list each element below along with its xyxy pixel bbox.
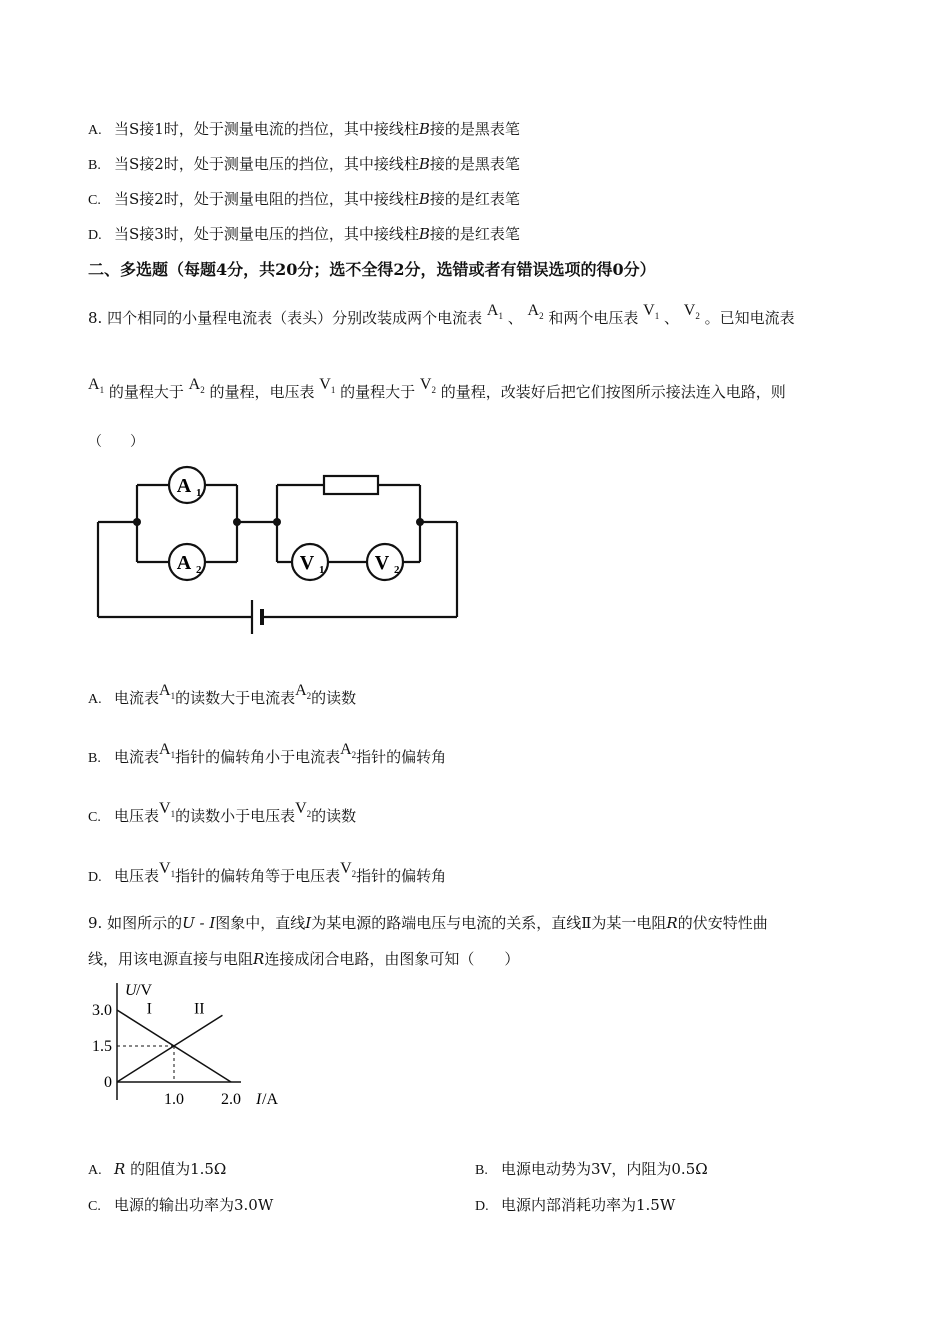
symbol-V1: $V_1$ xyxy=(319,376,336,396)
symbol-V2: $V_2$ xyxy=(419,376,436,396)
junction-dot xyxy=(133,518,141,526)
svg-text:A: A xyxy=(176,552,192,574)
q8-option: D. 电压表$V_1$指针的偏转角等于电压表$V_2$指针的偏转角 xyxy=(88,860,447,885)
symbol-A1: $A_1$ xyxy=(88,376,105,396)
symbol-A2: $A_2$ xyxy=(527,302,544,322)
y-tick-label: 0 xyxy=(104,1074,112,1091)
junction-dot xyxy=(273,518,281,526)
q7-option: C. 当S接2时，处于测量电阻的挡位，其中接线柱B接的是红表笔 xyxy=(88,190,520,208)
ui-graph xyxy=(80,975,300,1110)
ammeter-A2 xyxy=(169,544,205,580)
y-tick-label: 1.5 xyxy=(92,1038,112,1055)
x-tick-label: 1.0 xyxy=(164,1091,184,1108)
series-line-II xyxy=(117,1015,222,1082)
symbol-V2: $V_2$ xyxy=(683,302,700,322)
q8-option: B. 电流表$A_1$指针的偏转角小于电流表$A_2$指针的偏转角 xyxy=(88,741,447,766)
y-axis-var: U xyxy=(125,982,137,999)
x-axis-var: I xyxy=(256,1091,262,1108)
q9-option: A. R 的阻值为1.5Ω xyxy=(88,1160,227,1178)
q9-option: B. 电源电动势为3V，内阻为0.5Ω xyxy=(475,1160,708,1178)
y-axis-unit: /V xyxy=(136,982,152,999)
ammeter-A1 xyxy=(169,467,205,503)
circuit-diagram xyxy=(90,462,470,642)
section-heading: 二、多选题（每题4分，共20分；选不全得2分，选错或者有错误选项的得0分） xyxy=(88,260,656,279)
q8-option: A. 电流表$A_1$的读数大于电流表$A_2$的读数 xyxy=(88,682,357,707)
svg-text:2: 2 xyxy=(196,564,202,576)
svg-text:2: 2 xyxy=(394,564,400,576)
svg-text:V: V xyxy=(299,552,315,574)
q8-stem-line1: 8. 四个相同的小量程电流表（表头）分别改装成两个电流表 $A_1$ 、 $A_2$ 和两个电压表 $V_1$ 、 $V_2$ 。已知电流表 xyxy=(88,302,795,327)
svg-text:A: A xyxy=(176,475,192,497)
x-tick-label: 2.0 xyxy=(221,1091,241,1108)
q7-option: B. 当S接2时，处于测量电压的挡位，其中接线柱B接的是黑表笔 xyxy=(88,155,520,173)
q9-option: D. 电源内部消耗功率为1.5W xyxy=(475,1196,676,1214)
voltmeter-V1 xyxy=(292,544,328,580)
junction-dot xyxy=(233,518,241,526)
q8-answer-bracket: （ ） xyxy=(88,434,144,450)
series-label-I: I xyxy=(146,1000,152,1018)
q9-stem-line2: 线，用该电源直接与电阻R连接成闭合电路，由图象可知（ ） xyxy=(88,950,520,968)
q7-option: D. 当S接3时，处于测量电压的挡位，其中接线柱B接的是红表笔 xyxy=(88,225,520,243)
svg-text:1: 1 xyxy=(196,487,202,499)
svg-text:1: 1 xyxy=(319,564,325,576)
junction-dot xyxy=(416,518,424,526)
series-label-II: II xyxy=(193,1000,205,1018)
x-axis-unit: /A xyxy=(262,1091,278,1108)
q9-option: C. 电源的输出功率为3.0W xyxy=(88,1196,274,1214)
q8-stem-line2: $A_1$ 的量程大于 $A_2$ 的量程，电压表 $V_1$ 的量程大于 $V_2$ 的量程，改装好后把它们按图所示接法连入电路，则 xyxy=(88,376,786,401)
symbol-A1: $A_1$ xyxy=(486,302,503,322)
voltmeter-V2 xyxy=(367,544,403,580)
resistor xyxy=(324,476,378,494)
q8-option: C. 电压表$V_1$的读数小于电压表$V_2$的读数 xyxy=(88,800,357,825)
y-tick-label: 3.0 xyxy=(92,1002,112,1019)
q9-stem-line1: 9. 如图所示的U - I图象中，直线I为某电源的路端电压与电流的关系，直线Ⅱ为某一电阻R的伏安特性曲 xyxy=(88,914,768,932)
svg-text:V: V xyxy=(374,552,390,574)
q7-option: A. 当S接1时，处于测量电流的挡位，其中接线柱B接的是黑表笔 xyxy=(88,120,520,138)
symbol-V1: $V_1$ xyxy=(643,302,660,322)
symbol-A2: $A_2$ xyxy=(188,376,205,396)
